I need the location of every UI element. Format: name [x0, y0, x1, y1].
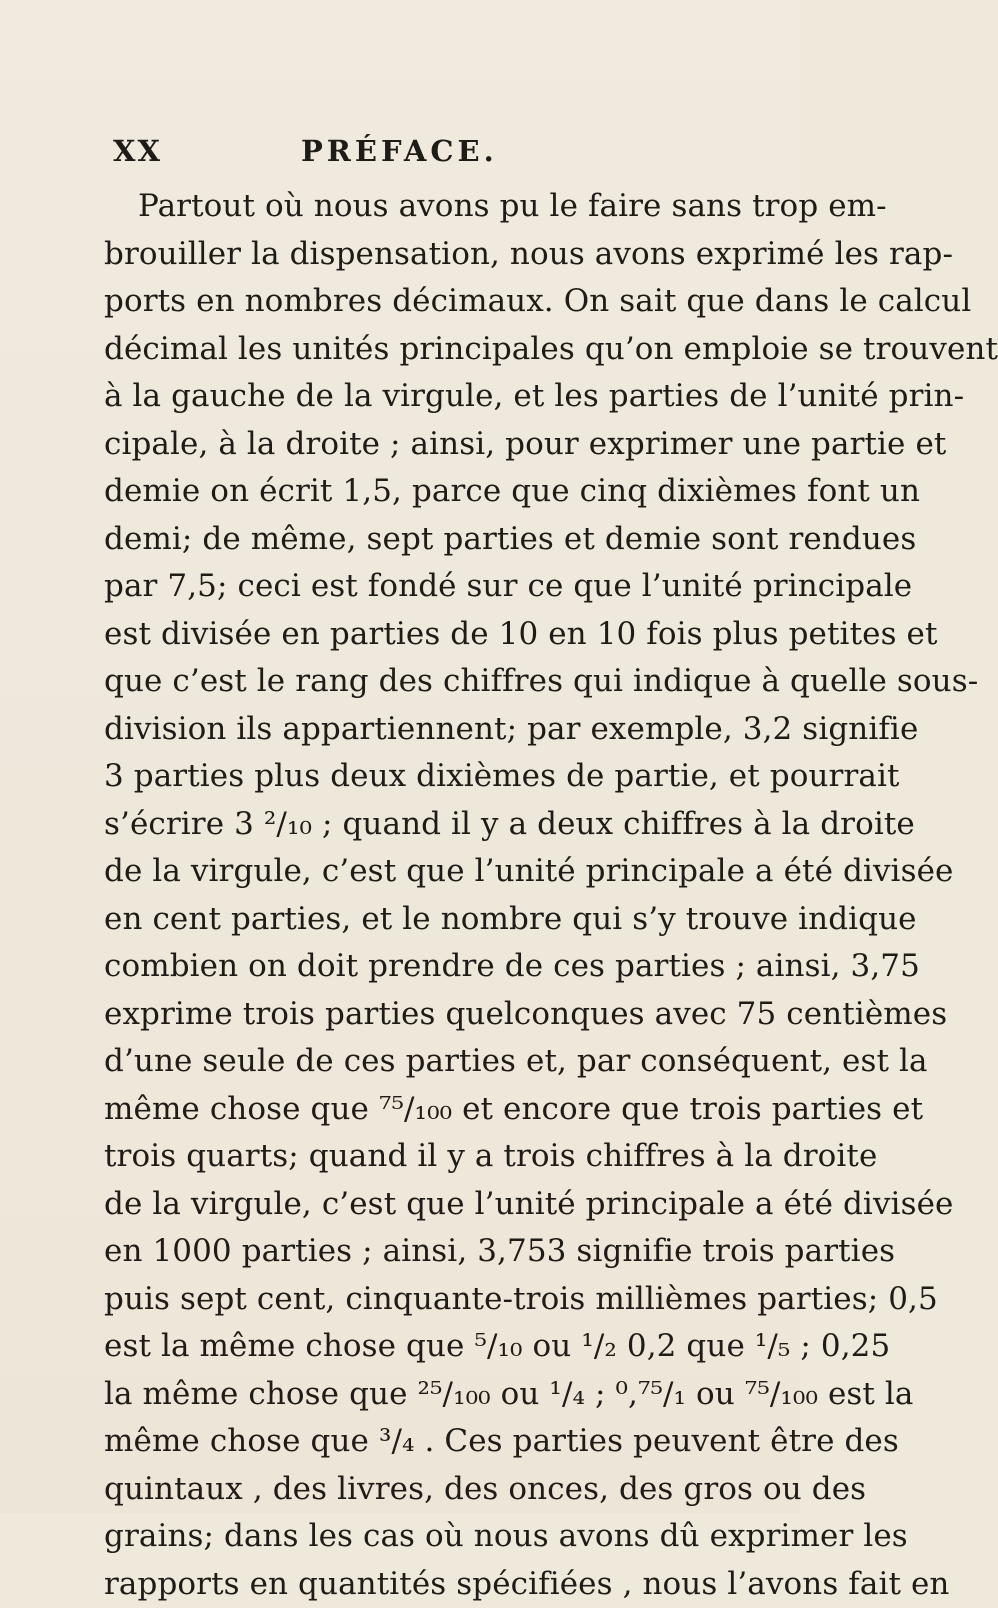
text-line: d’une seule de ces parties et, par conséquent, est la — [104, 1038, 762, 1086]
text-line: demi; de même, sept parties et demie sont rendues — [104, 516, 762, 564]
text-line: cipale, à la droite ; ainsi, pour exprimer une partie et — [104, 421, 762, 469]
text-line: est divisée en parties de 10 en 10 fois plus petites et — [104, 611, 762, 659]
text-line: demie on écrit 1,5, parce que cinq dixièmes font un — [104, 468, 762, 516]
text-line: la même chose que ²⁵/₁₀₀ ou ¹/₄ ; ⁰,⁷⁵/₁ ou ⁷⁵/₁₀₀ est la — [104, 1371, 762, 1419]
text-line: combien on doit prendre de ces parties ; ainsi, 3,75 — [104, 943, 762, 991]
text-line: exprime trois parties quelconques avec 75 centièmes — [104, 991, 762, 1039]
preface-paragraph — [104, 183, 762, 1608]
text-line: est la même chose que ⁵/₁₀ ou ¹/₂ 0,2 que ¹/₅ ; 0,25 — [104, 1323, 762, 1371]
text-line: que c’est le rang des chiffres qui indique à quelle sous- — [104, 658, 762, 706]
text-line: à la gauche de la virgule, et les parties de l’unité prin- — [104, 373, 762, 421]
text-line: en 1000 parties ; ainsi, 3,753 signifie trois parties — [104, 1228, 762, 1276]
page-number: XX — [113, 134, 162, 168]
text-line: de la virgule, c’est que l’unité principale a été divisée — [104, 1181, 762, 1229]
text-line: en cent parties, et le nombre qui s’y trouve indique — [104, 896, 762, 944]
text-line: par 7,5; ceci est fondé sur ce que l’unité principale — [104, 563, 762, 611]
text-line: même chose que ³/₄ . Ces parties peuvent être des — [104, 1418, 762, 1466]
text-line: quintaux , des livres, des onces, des gros ou des — [104, 1466, 762, 1514]
text-line: Partout où nous avons pu le faire sans trop em- — [104, 183, 762, 231]
header-title: PRÉFACE. — [301, 134, 498, 168]
text-line: décimal les unités principales qu’on emploie se trouvent — [104, 326, 762, 374]
text-line: division ils appartiennent; par exemple, 3,2 signifie — [104, 706, 762, 754]
text-line: puis sept cent, cinquante-trois millièmes parties; 0,5 — [104, 1276, 762, 1324]
text-line: s’écrire 3 ²/₁₀ ; quand il y a deux chiffres à la droite — [104, 801, 762, 849]
text-line: 3 parties plus deux dixièmes de partie, et pourrait — [104, 753, 762, 801]
text-line: rapports en quantités spécifiées , nous l’avons fait en — [104, 1561, 762, 1608]
text-line: ports en nombres décimaux. On sait que dans le calcul — [104, 278, 762, 326]
text-line: même chose que ⁷⁵/₁₀₀ et encore que trois parties et — [104, 1086, 762, 1134]
text-line: grains; dans les cas où nous avons dû exprimer les — [104, 1513, 762, 1561]
text-line: brouiller la dispensation, nous avons exprimé les rap- — [104, 231, 762, 279]
text-line: de la virgule, c’est que l’unité principale a été divisée — [104, 848, 762, 896]
text-line: trois quarts; quand il y a trois chiffres à la droite — [104, 1133, 762, 1181]
running-head — [113, 134, 673, 174]
